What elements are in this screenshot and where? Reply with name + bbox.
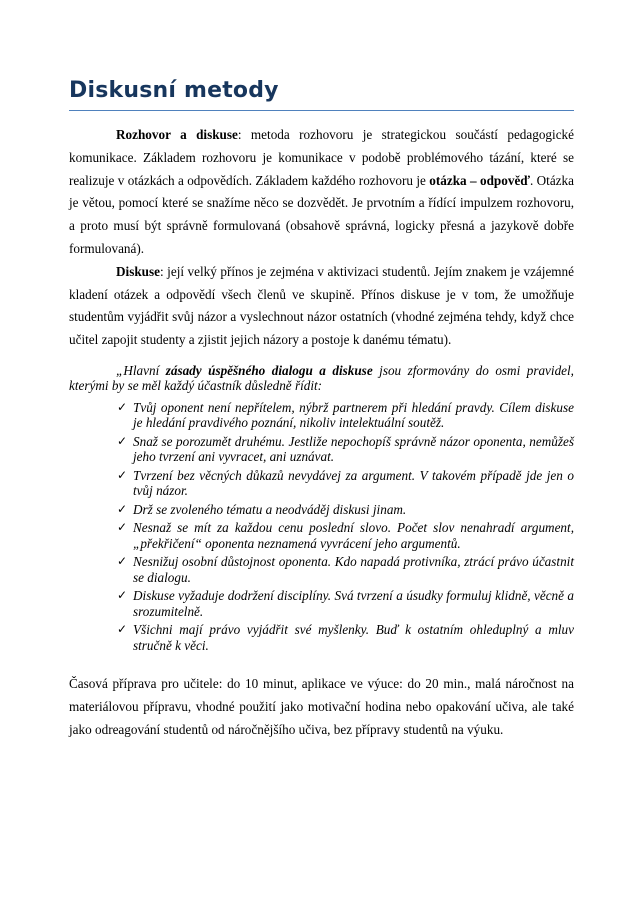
- paragraph-text: . Otázka je větou, pomocí které se snažíme něco se dozvědět. Je prvotním a řídící impulzem rozhovoru, a proto musí být správně formulovaná (obsahově správná, logicky přesná a jazykově dobře formulovaná).: [69, 172, 574, 256]
- title-underline: [69, 110, 574, 111]
- rule-item: [117, 468, 574, 499]
- checkmark-icon: ✓: [117, 467, 128, 482]
- paragraph-text: : metoda rozhovoru je strategickou součástí pedagogické komunikace. Základem rozhovoru je komunikace v podobě problémového tázání, které se realizuje v otázkách a odpovědích. Základem každého rozhovoru je: [69, 127, 574, 188]
- rule-text: Drž se zvoleného tématu a neodváděj diskusi jinam.: [133, 501, 407, 517]
- checkmark-icon: ✓: [117, 554, 128, 569]
- rule-text: Snaž se porozumět druhému. Jestliže nepochopíš správně názor oponenta, nemůžeš jeho tvrzení ani vyvracet, ani uznávat.: [133, 433, 574, 465]
- rule-item: [117, 434, 574, 465]
- rule-item: [117, 588, 574, 619]
- term-diskuse: Diskuse: [116, 263, 160, 279]
- paragraph-diskuse: [69, 261, 574, 352]
- quote-text: „Hlavní: [116, 362, 166, 378]
- rule-item: [117, 502, 574, 518]
- rule-text: Nesnaž se mít za každou cenu poslední slovo. Počet slov nenahradí argument, „překřičení“ oponenta neznamená vyvrácení jeho argumentů.: [133, 520, 574, 551]
- rule-item: [117, 554, 574, 585]
- quote-text: jsou zformovány do osmi pravidel, kterými by se měl každý účastník důsledně řídit:: [69, 362, 574, 394]
- emphasis-otazka-odpoved: otázka – odpověď: [429, 172, 530, 188]
- rule-item: [117, 520, 574, 551]
- checkmark-icon: ✓: [117, 433, 128, 448]
- term-rozhovor: Rozhovor a diskuse: [116, 127, 238, 142]
- checkmark-icon: ✓: [117, 520, 128, 535]
- rule-text: Nesnižuj osobní důstojnost oponenta. Kdo napadá protivníka, ztrácí právo účastnit se dialogu.: [133, 554, 574, 585]
- quote-intro: [69, 363, 574, 394]
- rule-text: Tvrzení bez věcných důkazů nevydávej za argument. V takovém případě jde jen o tvůj názor.: [133, 467, 574, 499]
- checkmark-icon: ✓: [117, 399, 128, 414]
- quote-emphasis: zásady úspěšného dialogu a diskuse: [165, 362, 373, 378]
- rule-item: [117, 400, 574, 431]
- rules-list: [69, 400, 574, 654]
- rule-text: Všichni mají právo vyjádřit své myšlenky. Buď k ostatním ohleduplný a mluv stručně k věci.: [133, 622, 574, 653]
- paragraph-text: : její velký přínos je zejména v aktivizaci studentů. Jejím znakem je vzájemné kladení otázek a odpovědí všech členů ve skupině. Přínos diskuse je v tom, že umožňuje studentům vyjádřit svůj názor a vyslechnout názor ostatních (vhodné zejména tehdy, když chce učitel zapojit studenty a zjistit jejich názory a postoje k danému tématu).: [69, 263, 574, 348]
- checkmark-icon: ✓: [117, 588, 128, 603]
- document-body: [69, 124, 574, 742]
- rule-text: Diskuse vyžaduje dodržení disciplíny. Svá tvrzení a úsudky formuluj klidně, věcně a srozumitelně.: [133, 588, 574, 619]
- paragraph-rozhovor: [69, 124, 574, 261]
- page-title: Diskusní metody: [69, 78, 279, 103]
- rule-item: [117, 622, 574, 653]
- checkmark-icon: ✓: [117, 622, 128, 637]
- paragraph-preparation: Časová příprava pro učitele: do 10 minut, aplikace ve výuce: do 20 min., malá náročnost na materiálovou přípravu, vhodné použití jako motivační hodina nebo opakování učiva, ale také jako odreagování studentů od náročnějšího učiva, bez přípravy studentů na výuku.: [69, 676, 574, 738]
- rule-text: Tvůj oponent není nepřítelem, nýbrž partnerem při hledání pravdy. Cílem diskuse je hledání pravdivého poznání, nikoliv intelektuální soutěž.: [133, 399, 574, 431]
- checkmark-icon: ✓: [117, 501, 128, 516]
